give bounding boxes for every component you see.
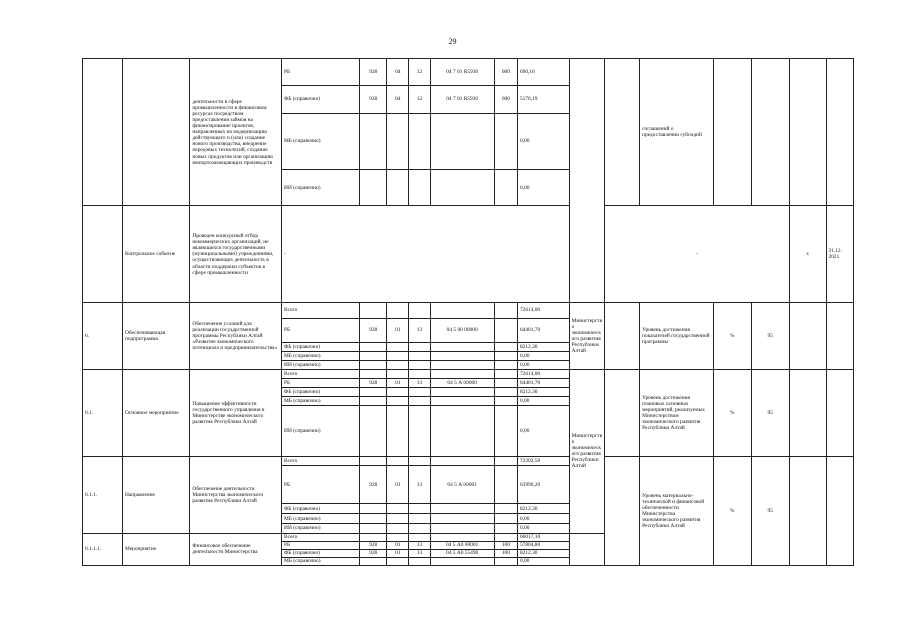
funding-source: ФБ (справочно) bbox=[282, 342, 360, 351]
row-description: Обеспечение деятельности Министерства экономического развития Республики Алтай bbox=[190, 456, 282, 533]
amount: 0,00 bbox=[517, 113, 569, 170]
amount: 0,00 bbox=[517, 397, 569, 406]
amount: 64401,70 bbox=[517, 318, 569, 342]
date bbox=[826, 456, 854, 565]
amount: 8212,30 bbox=[517, 549, 569, 557]
dash-cell: - bbox=[282, 206, 570, 303]
amount: 8212,30 bbox=[517, 504, 569, 514]
rz-code: 01 bbox=[387, 318, 409, 342]
csr-code: 04 5 А0 00001 bbox=[430, 541, 494, 549]
value: 95 bbox=[751, 369, 789, 456]
date: 31.12. 2021 bbox=[826, 206, 854, 303]
funding-source: ФБ (справочно) bbox=[282, 86, 360, 113]
target-description: соглашений о предоставлении субсидий bbox=[640, 59, 714, 206]
amount: 5176,19 bbox=[517, 86, 569, 113]
unit: % bbox=[713, 303, 751, 370]
row-description: Повышение эффективности государственного управления в Министерстве экономического развития Республики Алтай bbox=[190, 369, 282, 456]
executor: Министерство экономического развития Республики Алтай bbox=[569, 303, 605, 370]
row-type: Мероприятие bbox=[123, 533, 190, 566]
value: 95 bbox=[751, 456, 789, 565]
vr-code: 100 bbox=[494, 549, 517, 557]
date bbox=[826, 303, 854, 370]
grbs-code: 928 bbox=[359, 541, 386, 549]
funding-source: МБ (справочно) bbox=[282, 351, 360, 360]
csr-code: 04 5 А0 55490 bbox=[430, 549, 494, 557]
rz-code: 04 bbox=[387, 59, 409, 86]
pr-code: 13 bbox=[409, 541, 430, 549]
table-row bbox=[83, 59, 854, 86]
indicator-blank bbox=[605, 456, 640, 565]
table-row bbox=[83, 303, 854, 318]
funding-source: Всего bbox=[282, 303, 360, 318]
amount: 0,00 bbox=[517, 406, 569, 456]
funding-source: РБ bbox=[282, 541, 360, 549]
csr-code: 04 5 А 00001 bbox=[430, 465, 494, 503]
executor bbox=[569, 59, 605, 303]
amount: 63990,20 bbox=[517, 465, 569, 503]
extra-col bbox=[789, 369, 826, 456]
funding-source: МБ (справочно) bbox=[282, 514, 360, 524]
funding-source: ИИ (справочно) bbox=[282, 170, 360, 206]
csr-code: 04 5 00 00000 bbox=[430, 318, 494, 342]
funding-source: ФБ (справочно) bbox=[282, 388, 360, 397]
row-number: 6.1. bbox=[83, 369, 123, 456]
table-row bbox=[83, 456, 854, 465]
executor: Министерство экономического развития Республики Алтай bbox=[569, 369, 605, 533]
row-number: 6.1.1.1. bbox=[83, 533, 123, 566]
amount: 0,00 bbox=[517, 524, 569, 533]
amount: 690,16 bbox=[517, 59, 569, 86]
funding-source: Всего bbox=[282, 533, 360, 541]
pr-code: 13 bbox=[409, 465, 430, 503]
amount: 57804,80 bbox=[517, 541, 569, 549]
row-description: Финансовое обеспечение деятельности Министерства bbox=[190, 533, 282, 566]
amount: 64401,70 bbox=[517, 379, 569, 388]
funding-source: РБ bbox=[282, 318, 360, 342]
row-type: Обеспечивающая подпрограмма bbox=[123, 303, 190, 370]
unit: % bbox=[713, 369, 751, 456]
row-description: Обеспечение условий для реализации государственной программы Республики Алтай «Развитие экономического потенциала и предпринимательства» bbox=[190, 303, 282, 370]
extra-col bbox=[789, 59, 826, 206]
rz-code: 01 bbox=[387, 379, 409, 388]
amount: 0,00 bbox=[517, 170, 569, 206]
row-number bbox=[83, 206, 123, 303]
date bbox=[826, 59, 854, 206]
pr-code: 13 bbox=[409, 549, 430, 557]
mark: x bbox=[789, 206, 826, 303]
funding-source: ФБ (справочно) bbox=[282, 549, 360, 557]
indicator-blank bbox=[605, 369, 640, 456]
amount: 8212,30 bbox=[517, 388, 569, 397]
program-table bbox=[82, 58, 854, 566]
funding-source: Всего bbox=[282, 456, 360, 465]
indicator-blank bbox=[605, 59, 640, 206]
amount: 0,00 bbox=[517, 514, 569, 524]
funding-source: РБ bbox=[282, 379, 360, 388]
csr-code: 04 7 01 R5930 bbox=[430, 86, 494, 113]
value bbox=[751, 59, 789, 206]
grbs-code: 928 bbox=[359, 59, 386, 86]
table-row bbox=[83, 206, 854, 303]
funding-source: ИИ (справочно) bbox=[282, 360, 360, 369]
rz-code: 01 bbox=[387, 541, 409, 549]
page-number: 29 bbox=[448, 37, 457, 46]
amount: 0,00 bbox=[517, 360, 569, 369]
funding-source: ФБ (справочно) bbox=[282, 504, 360, 514]
pr-code: 13 bbox=[409, 318, 430, 342]
grbs-code: 928 bbox=[359, 318, 386, 342]
funding-source: МБ (справочно) bbox=[282, 397, 360, 406]
amount: 8212,30 bbox=[517, 342, 569, 351]
rz-code: 01 bbox=[387, 465, 409, 503]
value: 95 bbox=[751, 303, 789, 370]
row-number: 6.1.1. bbox=[83, 456, 123, 533]
amount: 0,00 bbox=[517, 351, 569, 360]
row-number: 6. bbox=[83, 303, 123, 370]
extra-col bbox=[789, 456, 826, 565]
grbs-code: 928 bbox=[359, 549, 386, 557]
funding-source: Всего bbox=[282, 369, 360, 378]
indicator: Уровень достижения плановых основных мероприятий, реализуемых Министерством экономического развития Республики Алтай bbox=[640, 369, 714, 456]
funding-source: МБ (справочно) bbox=[282, 113, 360, 170]
grbs-code: 928 bbox=[359, 379, 386, 388]
funding-source: РБ bbox=[282, 59, 360, 86]
pr-code: 13 bbox=[409, 379, 430, 388]
pr-code: 12 bbox=[409, 59, 430, 86]
table-row bbox=[83, 369, 854, 378]
unit: % bbox=[713, 456, 751, 565]
csr-code: 04 5 А 00000 bbox=[430, 379, 494, 388]
grbs-code: 928 bbox=[359, 86, 386, 113]
amount: 72614,00 bbox=[517, 303, 569, 318]
row-number bbox=[83, 59, 123, 206]
csr-code: 04 7 01 R5930 bbox=[430, 59, 494, 86]
amount: 0,00 bbox=[517, 557, 569, 565]
rz-code: 01 bbox=[387, 549, 409, 557]
vr-code: 600 bbox=[494, 59, 517, 86]
pr-code: 12 bbox=[409, 86, 430, 113]
indicator: Уровень достижения показателей государственной программы bbox=[640, 303, 714, 370]
indicator: Уровень материально-технической и финансовой обеспеченности Министерства экономического развития Республики Алтай bbox=[640, 456, 714, 565]
amount: 72202,50 bbox=[517, 456, 569, 465]
unit bbox=[713, 59, 751, 206]
funding-source: РБ bbox=[282, 465, 360, 503]
funding-source: ИИ (справочно) bbox=[282, 524, 360, 533]
amount: 72614,00 bbox=[517, 369, 569, 378]
row-type: Основное мероприятие bbox=[123, 369, 190, 456]
date bbox=[826, 369, 854, 456]
amount: 66017,10 bbox=[517, 533, 569, 541]
funding-source: МБ (справочно) bbox=[282, 557, 360, 565]
row-type: Контрольное событие bbox=[123, 206, 190, 303]
row-type bbox=[123, 59, 190, 206]
executor bbox=[569, 533, 605, 566]
vr-code: 100 bbox=[494, 541, 517, 549]
extra-col bbox=[789, 303, 826, 370]
funding-source: ИИ (справочно) bbox=[282, 406, 360, 456]
indicator-blank bbox=[605, 303, 640, 370]
dash-cell: - bbox=[605, 206, 789, 303]
row-type: Направление bbox=[123, 456, 190, 533]
rz-code: 04 bbox=[387, 86, 409, 113]
row-description: Проведен конкурсный отбор некоммерческих организаций, не являющихся государственными (муниципальными) учреждениями, осуществляющих деятельность в области поддержки субъектов в сфере промышленности bbox=[190, 206, 282, 303]
vr-code: 600 bbox=[494, 86, 517, 113]
grbs-code: 928 bbox=[359, 465, 386, 503]
row-description: деятельности в сфере промышленности в финансовом ресурсах посредством предоставления займов на финансирование проектов, направленных на модернизацию действующего и (или) создание нового производства, внедрение передовых технологий, создание новых продуктов или организацию импортозамещающих производств bbox=[190, 59, 282, 206]
